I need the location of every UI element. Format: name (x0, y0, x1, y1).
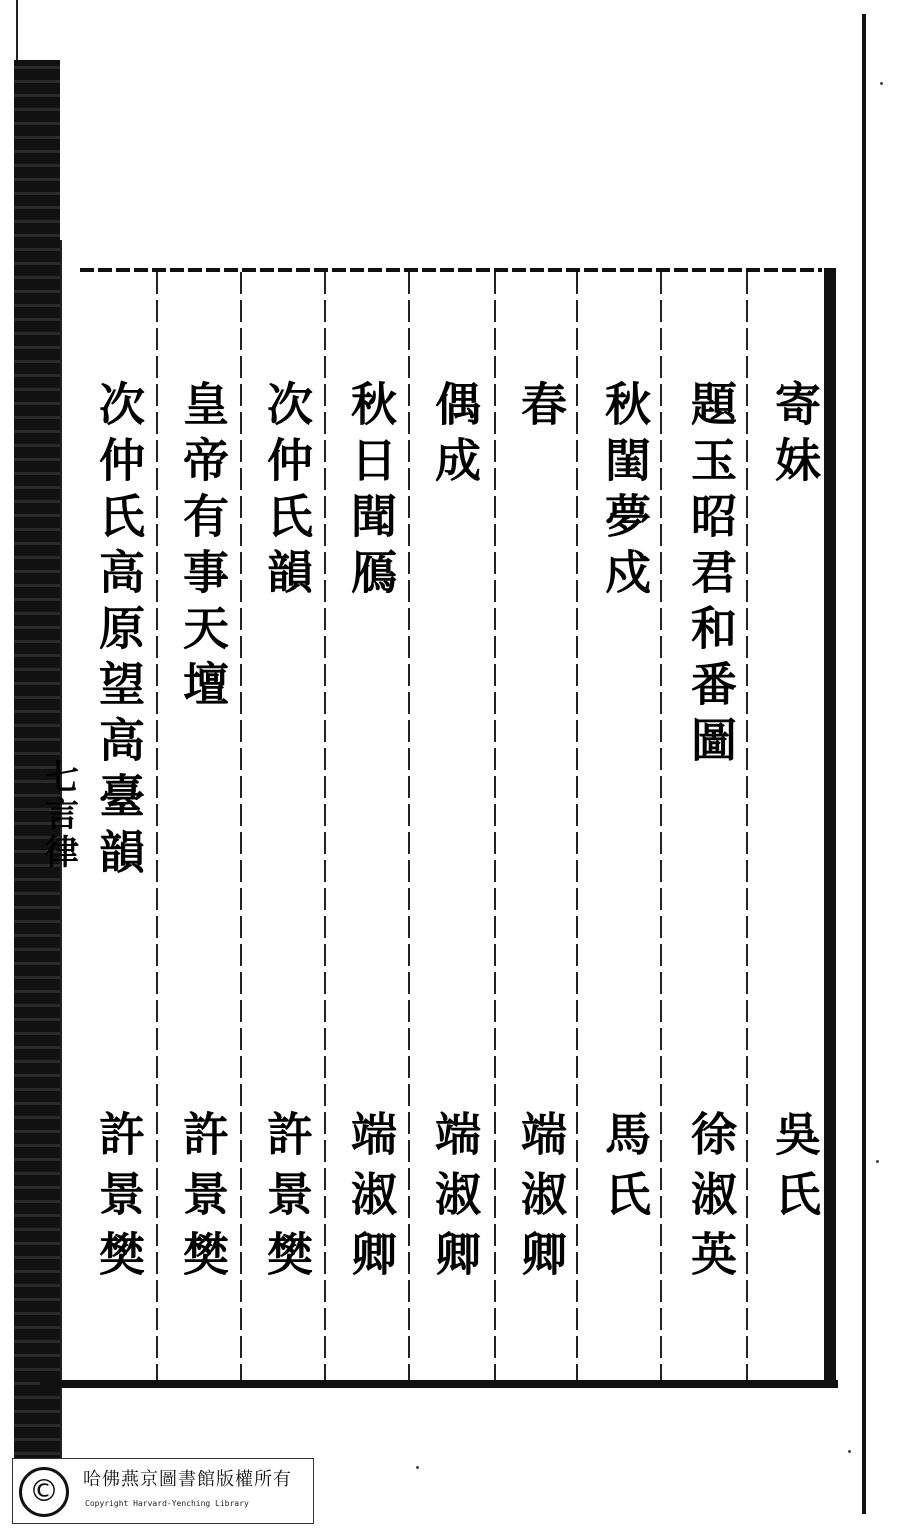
poet-name: 吳氏 (768, 1110, 822, 1230)
poet-name: 許景樊 (260, 1110, 314, 1290)
column-rule (156, 272, 158, 1380)
poem-title: 次仲氏高原望高臺韻 (92, 380, 146, 884)
copyright-icon: © (19, 1467, 69, 1517)
poem-title: 次仲氏韻 (260, 380, 314, 604)
poem-entry (510, 380, 572, 436)
scan-speck (876, 1160, 879, 1163)
poet-name: 許景樊 (92, 1110, 146, 1290)
copyright-stamp (12, 1458, 314, 1524)
column-rule (576, 272, 578, 1380)
poet-name: 馬氏 (598, 1110, 652, 1230)
scan-speck (880, 82, 883, 85)
scan-speck (416, 1466, 419, 1469)
column-rule (494, 272, 496, 1380)
column-rule (660, 272, 662, 1380)
poet-name: 端淑卿 (428, 1110, 482, 1290)
poem-title: 皇帝有事天壇 (176, 380, 230, 716)
spine-mark: 言 (45, 795, 79, 836)
copyright-chinese: 哈佛燕京圖書館版權所有 (83, 1469, 292, 1490)
spine-mark: 七 (45, 758, 79, 798)
poem-title: 題玉昭君和番圖 (684, 380, 738, 772)
copyright-english: Copyright Harvard-Yenching Library (85, 1499, 249, 1508)
poem-entry (340, 380, 402, 604)
table-bottom-border (40, 1380, 838, 1388)
poem-entry (256, 380, 318, 604)
spine-section-marks (40, 760, 84, 872)
poem-entry (172, 380, 234, 716)
poet-name: 端淑卿 (344, 1110, 398, 1290)
poet-name: 徐淑英 (684, 1110, 738, 1290)
poem-title: 春 (514, 380, 568, 436)
column-rule (746, 272, 748, 1380)
poem-entry (88, 380, 150, 884)
poem-title: 寄妹 (768, 380, 822, 492)
column-rule (240, 272, 242, 1380)
poem-entry (680, 380, 742, 772)
poet-name: 端淑卿 (514, 1110, 568, 1290)
poem-entry (424, 380, 486, 492)
poem-title: 秋日聞鴈 (344, 380, 398, 604)
spine-mark: 律 (45, 832, 79, 873)
table-top-border (80, 268, 822, 272)
poet-name: 許景樊 (176, 1110, 230, 1290)
column-rule (324, 272, 326, 1380)
poem-title: 偶成 (428, 380, 482, 492)
poem-title: 秋閨夢戍 (598, 380, 652, 604)
page-right-edge (862, 14, 866, 1514)
scan-speck (848, 1450, 851, 1453)
poem-entry (594, 380, 656, 604)
poem-entry (764, 380, 826, 492)
column-rule (408, 272, 410, 1380)
